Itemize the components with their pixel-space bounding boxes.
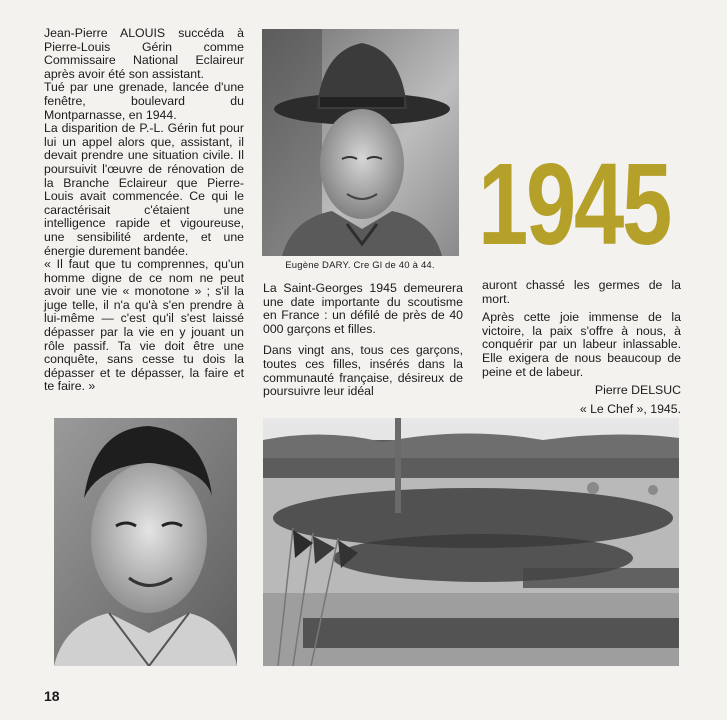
- middle-column-text: [263, 282, 463, 407]
- paragraph-victory: Après cette joie immense de la victoire, la paix s'offre à nous, à conquérir par un labeur inlassable. Elle exigera de nous beaucoup de peine et de labeur.: [482, 310, 681, 379]
- portrait-caption: Eugène DARY. Cre Gl de 40 à 44.: [285, 260, 435, 271]
- paragraph-gerin-death: Tué par une grenade, lancée d'une fenêtre, boulevard du Montparnasse, en 1944.: [44, 80, 244, 122]
- signature-name: Pierre DELSUC: [594, 383, 681, 398]
- signature-source: « Le Chef », 1945.: [579, 401, 681, 416]
- page-number: 18: [44, 688, 60, 704]
- parade-photo: [263, 418, 679, 666]
- year-heading: 1945: [478, 139, 670, 269]
- paragraph-twenty-years: Dans vingt ans, tous ces garçons, toutes ces filles, insérés dans la communauté française, désireux de poursuivre leur idéal: [263, 343, 463, 399]
- right-column-text: [482, 279, 681, 421]
- paragraph-alouis-intro: Jean-Pierre ALOUIS succéda à Pierre-Louis Gérin comme Commissaire National Eclaireur après avoir été son assistant.: [44, 26, 244, 81]
- left-column-text: [44, 27, 244, 394]
- paragraph-quote: « Il faut que tu comprennes, qu'un homme digne de ce nom ne peut avoir une vie « monotone » ; s'il la juge telle, il n'a qu'à s'en prendre à lui-même — c'est qu'il s'est laissé dépasser par la vie en y jouant un rôle passif. Ta vie doit être une conquête, sans cesse tu dois la dépasser et te dépasser, la faire et te faire. »: [44, 257, 244, 394]
- paragraph-saint-georges: La Saint-Georges 1945 demeurera une date importante du scoutisme en France : un défilé de près de 40 000 garçons et filles.: [263, 281, 463, 336]
- paragraph-continuation: auront chassé les germes de la mort.: [482, 278, 681, 306]
- parade-image: [263, 418, 679, 666]
- portrait-photo-dary: [262, 29, 459, 256]
- portrait-alouis-image: [54, 418, 237, 666]
- paragraph-gerin-legacy: La disparition de P.-L. Gérin fut pour lui un appel alors que, assistant, il devait prendre une situation civile. Il poursuivit l'œuvre de rénovation de la Branche Eclaireur que Pierre-Louis avait commencée. Ce qui le caractérisait c'étaient une intelligence rapide et vigoureuse, une sensibilité ardente, et une énergie durement bandée.: [44, 121, 244, 258]
- portrait-photo-alouis: [54, 418, 237, 666]
- portrait-dary-image: [262, 29, 459, 256]
